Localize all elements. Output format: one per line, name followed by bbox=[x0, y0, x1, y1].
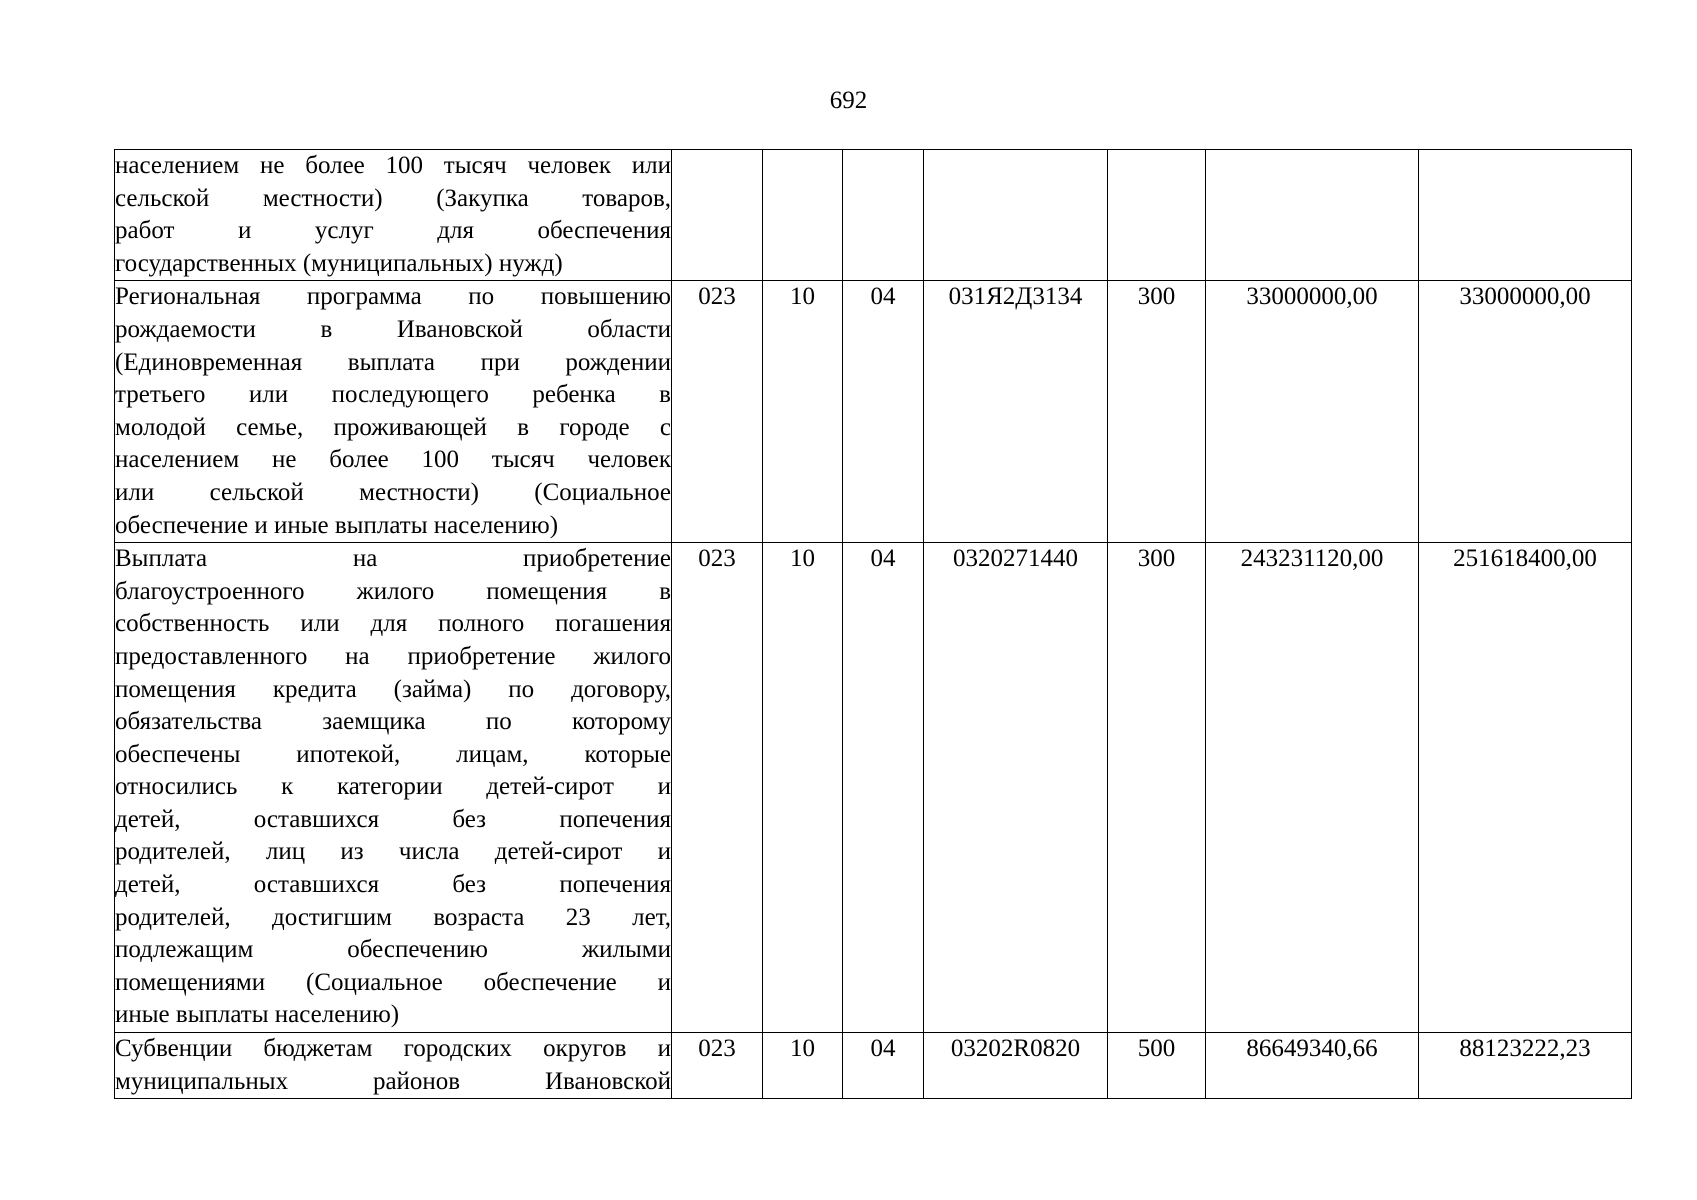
amount-year-1-cell: 86649340,66 bbox=[1206, 1033, 1419, 1099]
subsection-code-cell: 04 bbox=[843, 281, 924, 543]
target-article-cell: 0320271440 bbox=[924, 543, 1108, 1033]
amount-year-2-cell bbox=[1419, 150, 1632, 281]
table-row bbox=[115, 150, 1632, 281]
amount-year-2-cell: 251618400,00 bbox=[1419, 543, 1632, 1033]
expense-type-cell: 500 bbox=[1108, 1033, 1206, 1099]
expense-type-cell: 300 bbox=[1108, 543, 1206, 1033]
amount-year-1-cell: 33000000,00 bbox=[1206, 281, 1419, 543]
expense-type-cell bbox=[1108, 150, 1206, 281]
section-code-cell: 10 bbox=[763, 1033, 843, 1099]
ministry-code-cell bbox=[672, 150, 763, 281]
ministry-code-cell: 023 bbox=[672, 281, 763, 543]
amount-year-2-cell: 88123222,23 bbox=[1419, 1033, 1632, 1099]
row-description: Субвенции бюджетам городских округов и муниципальных районов Ивановской bbox=[115, 1033, 672, 1099]
subsection-code-cell bbox=[843, 150, 924, 281]
target-article-cell: 031Я2Д3134 bbox=[924, 281, 1108, 543]
page-number: 692 bbox=[829, 87, 868, 114]
amount-year-1-cell bbox=[1206, 150, 1419, 281]
subsection-code-cell: 04 bbox=[843, 543, 924, 1033]
amount-year-2-cell: 33000000,00 bbox=[1419, 281, 1632, 543]
table-row bbox=[115, 1033, 1632, 1099]
ministry-code-cell: 023 bbox=[672, 543, 763, 1033]
expense-type-cell: 300 bbox=[1108, 281, 1206, 543]
target-article-cell bbox=[924, 150, 1108, 281]
budget-table bbox=[114, 149, 1632, 1099]
row-description: населением не более 100 тысяч человек или сельской местности) (Закупка товаров, работ и услуг для обеспечения государственных (муниципальных) нужд) bbox=[115, 150, 672, 281]
section-code-cell: 10 bbox=[763, 281, 843, 543]
amount-year-1-cell: 243231120,00 bbox=[1206, 543, 1419, 1033]
subsection-code-cell: 04 bbox=[843, 1033, 924, 1099]
ministry-code-cell: 023 bbox=[672, 1033, 763, 1099]
section-code-cell bbox=[763, 150, 843, 281]
row-description: Выплата на приобретение благоустроенного жилого помещения в собственность или для полного погашения предоставленного на приобретение жилого помещения кредита (займа) по договору, обязательства заемщика по которому обеспечены ипотекой, лицам, которые относились к категории детей-сирот и детей, оставшихся без попечения родителей, лиц из числа детей-сирот и детей, оставшихся без попечения родителей, достигшим возраста 23 лет, подлежащим обеспечению жилыми помещениями (Социальное обеспечение и иные выплаты населению) bbox=[115, 543, 672, 1033]
table-row bbox=[115, 281, 1632, 543]
table-row bbox=[115, 543, 1632, 1033]
target-article-cell: 03202R0820 bbox=[924, 1033, 1108, 1099]
section-code-cell: 10 bbox=[763, 543, 843, 1033]
row-description: Региональная программа по повышению рождаемости в Ивановской области (Единовременная выплата при рождении третьего или последующего ребенка в молодой семье, проживающей в городе с населением не более 100 тысяч человек или сельской местности) (Социальное обеспечение и иные выплаты населению) bbox=[115, 281, 672, 543]
